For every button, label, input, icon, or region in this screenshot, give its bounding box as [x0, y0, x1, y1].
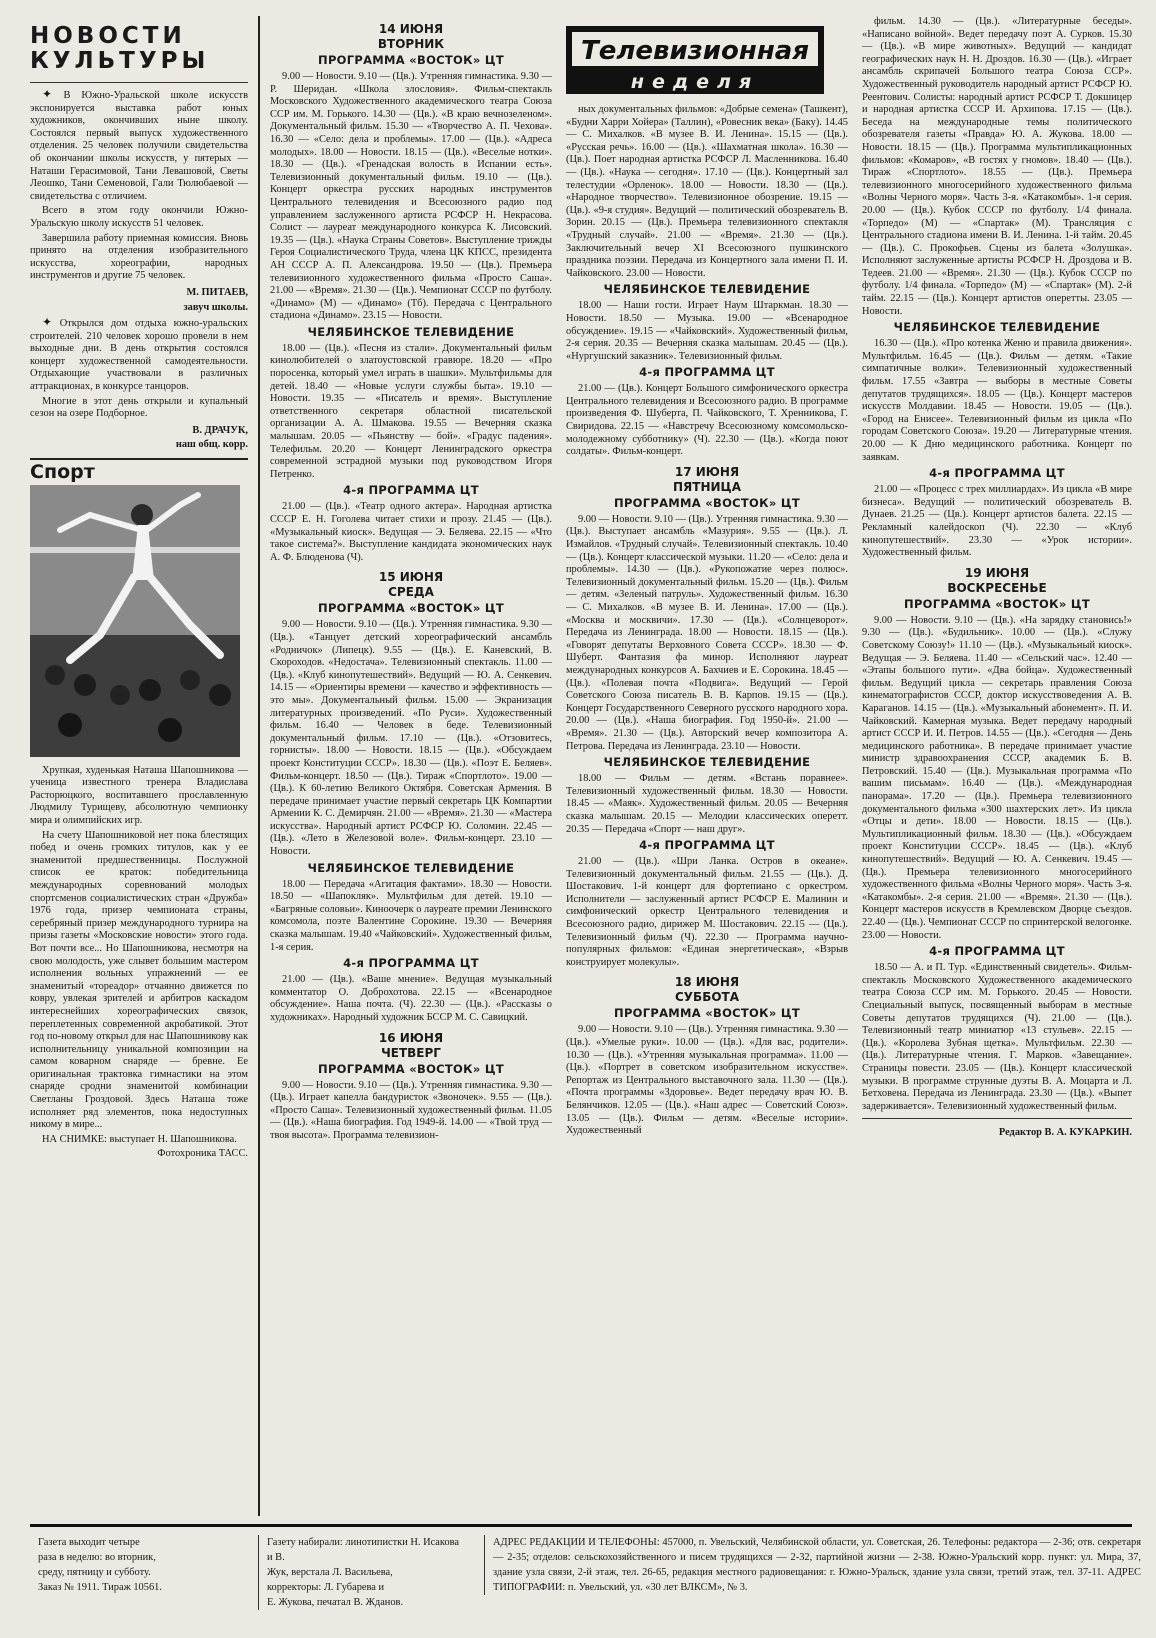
day-weekday: ВТОРНИК: [377, 37, 445, 51]
day-date: 18 ИЮНЯ: [674, 975, 740, 990]
program-heading: 4-я ПРОГРАММА ЦТ: [343, 483, 479, 498]
day-date: 15 ИЮНЯ: [378, 570, 444, 585]
program-heading: ПРОГРАММА «ВОСТОК» ЦТ: [904, 596, 1090, 611]
gymnast-photo: [30, 485, 240, 757]
tv-listing: 21.00 — (Цв.). Концерт Большого симфонического оркестра Центрального телевидения и Всесоюзного радио. В программе произведения Ф. Шуберта, П. Чайковского, Т. Хренникова, Г. Свиридова. 22.15 — «Навстречу Всесоюзному комсомольско-молодежному субботнику» (Ч). 22.30 — (Цв.). «Когда поют солдаты». Фильм-концерт.: [566, 383, 848, 458]
day-date: 17 ИЮНЯ: [674, 464, 740, 479]
day-date: 19 ИЮНЯ: [964, 565, 1030, 580]
day-weekday: ПЯТНИЦА: [673, 479, 741, 494]
tv-listing: 18.00 — (Цв.). «Песня из стали». Документальный фильм кинолюбителей о златоустовской гравюре. 18.20 — «Про поросенка, который умел играть в шашки». Мультфильмы для детей. 18.40 — «Новые услуги службы быта». 19.10 — Новости. 19.35 — «Писатель и время». Выступление ответственного секретаря областной писательской организации А. А. Шмакова. 19.55 — Вечерняя сказка малышам. 20.05 — «Пьянству — бой». «Градус падения». Телефильм. 20.20 — Концерт Ленинградского оркестра современной эстрадной музыки под руководством Игоря Петренко.: [270, 342, 552, 480]
photo-credit: Фотохроника ТАСС.: [157, 1148, 248, 1160]
section-divider: [30, 458, 248, 460]
tv-week-logo: [566, 26, 824, 94]
tv-listing: фильм. 14.30 — (Цв.). «Литературные беседы». «Написано войной». Ведет передачу поэт А. Сурков. 15.30 — (Цв.). «В мире животных». Ведущий — кандидат географических наук Н. Н. Дроздов. 16.30 — (Цв.). «Играет ансамбль скрипачей Большого театра Союза ССР». Художественный руководитель народный артист РСФСР Ю. Реентович. Солисты: народный артист РСФСР Т. Докшицер и народная артистка СССР И. Архипова. 17.15 — (Цв.). Беседа на международные темы политического обозревателя газеты «Правда» Ю. А. Жукова. 18.00 — Новости. 18.15 — (Цв.). Программа мультипликационных фильмов: «Комаров», «В гостях у гномов». 18.40 — (Цв.). Тираж «Спортлото». 18.55 — (Цв.). Премьера телевизионного многосерийного художественного фильма «Волны Черного моря». Часть 3-я. «Катакомбы». 1-я серия. 20.00 — (Цв.). Кубок СССР по футболу. 1/4 финала. «Торпедо» (М) — «Спартак» (М). Трансляция с Центрального стадиона имени В. И. Ленина. 1-й тайм. 20.45 — (Цв.). С. Прокофьев. Сцены из балета «Золушка». Исполняют заслуженные артисты РСФСР Н. Дроздова и В. Тедеев. 21.00 — «Время». 21.30 — (Цв.). Кубок СССР по футболу. 1/4 финала. «Торпедо» (М) — «Спартак» (М). 2-й тайм. 22.15 — (Цв.). Концерт артистов оперетты. 23.05 — Новости.: [862, 16, 1132, 317]
tv-listing: ных документальных фильмов: «Добрые семена» (Ташкент), «Будни Харри Хойера» (Таллин), «Ровесник века» (Баку). 14.45 — С. Михалков. «В музее В. И. Ленина». 15.15 — (Цв.). «Русская речь». 16.00 — (Цв.). «Шахматная школа». 16.30 — (Цв.). Поет народная артистка РСФСР Л. Масленникова. 16.40 — (Цв.). «Наука — сегодня». 17.10 — (Цв.). Концертный зал телестудии «Орленок». 18.00 — Новости. 18.30 — (Цв.). «Народное творчество». Телевизионное обозрение. 19.15 — (Цв.). «9-я студия». Ведущий — политический обозреватель В. Зорин. 20.15 — (Цв.). Премьера телевизионного спектакля «Трудный случай». 21.00 — «Время». 21.30 — (Цв.). Заключительный вечер XI Всесоюзного пушкинского праздника поэзии. Передача из Концертного зала имени П. И. Чайковского. 23.00 — Новости.: [566, 104, 848, 279]
program-heading: ПРОГРАММА «ВОСТОК» ЦТ: [318, 601, 504, 616]
divider: [862, 1118, 1132, 1119]
culture-news-paragraph: Всего в этом году окончили Южно-Уральскую школу искусств 51 человек.: [30, 205, 248, 229]
day-weekday: СРЕДА: [388, 585, 434, 600]
logo-subtitle: неделя: [630, 71, 760, 93]
sport-paragraph: На счету Шапошниковой нет пока блестящих побед и очень громких титулов, как у ее знаменитой предшественницы. Послужной список ее краток: победительница международных соревнований молодых спортсменов социалистических стран «Дружба» 1976 года, призер чемпионата страны, серебряный призер международного турнира на призы газеты «Московские новости» этого года. Вот почти все... Но Шапошникова, несмотря на свою молодость, уже слывет большим мастером исполнения вольных упражнений — ее знаменитый «тореадор» отчаянно движется по ковру, увлекая зрителей и арбитров каскадом интереснейших хореографических связок, переплетенных современной акробатикой. Этот год по-новому открыл для нас Шапошникову как исполнительницу уникальной композиции на самом коварном снаряде — бревне. Ее оригинальная трактовка гимнастики на этом снаряде сродни знаменитой комбинации Светланы Гроздовой. Здесь Наташа тоже исполняет ряд элементов, пока недоступных никому в мире...: [30, 829, 248, 1131]
program-heading: ЧЕЛЯБИНСКОЕ ТЕЛЕВИДЕНИЕ: [307, 324, 515, 339]
tv-listing: 16.30 — (Цв.). «Про котенка Женю и правила движения». Мультфильм. 16.45 — (Цв.). Фильм — детям. «Такие симпатичные волки». Телевизионный художественный фильм. 17.55 «Завтра — выборы в местные Советы депутатов трудящихся». 18.05 — (Цв.). Концерт мастеров искусств Молдавии. 18.45 — Новости. 19.05 — (Цв.). «Город на Енисее». Телевизионный фильм из цикла «По городам Советского Союза». 19.20 — Литературные чтения. 20.00 — К Дню медицинского работника. Концерт по заявкам.: [862, 338, 1132, 463]
sport-paragraph: Хрупкая, худенькая Наташа Шапошникова — ученица известного тренера Владислава Расторюцкого, воспитавшего прославленную Людмилу Турищеву, абсолютную чемпионку мира и олимпийских игр.: [30, 764, 248, 826]
culture-news-paragraph: Многие в этот день открыли и купальный сезон на озере Подборное.: [30, 395, 248, 420]
tv-listing: 9.00 — Новости. 9.10 — (Цв.). «На зарядку становись!» 9.30 — (Цв.). «Будильник». 10.00 — (Цв.). «Служу Советскому Союзу!» 11.10 — (Цв.). «Музыкальный киоск». Ведущая — Э. Беляева. 11.40 — «Сельский час». 12.40 — «Этапы большого пути». «Два бойца». Художественный фильм. Ведущий цикла — секретарь правления Союза кинематографистов СССР, доктор искусствоведения А. В. Караганов. 14.15 — (Цв.). «Музыкальный абонемент». П. И. Чайковский. Камерная музыка. Ведет передачу народный артист СССР И. И. Петров. 14.55 — (Цв.). «Сегодня — День медицинского работника». В передаче принимает участие министр здравоохранения СССР, академик Б. В. Петровский. 15.40 — (Цв.). Музыкальная программа «По вашим письмам». 16.40 — (Цв.). «Международная панорама». 17.20 — (Цв.). Премьера телевизионного документального фильма «300 шахтерских лет». Из цикла «Отцы и дети». 18.00 — Новости. 18.15 — (Цв.). Мультипликационный фильм. 18.30 — (Цв.). «Обсуждаем проект Конституции СССР». 18.45 — (Цв.). «Клуб кинопутешествий». Ведущий — Ю. А. Сенкевич. 19.45 — (Цв.). Премьера телевизионного многосерийного художественного фильма «Волны Черного моря». Часть 3-я. «Катакомбы». 2-я серия. 21.00 — «Время». 21.30 — (Цв.). Концерт мастеров искусств в Кремлевском Дворце съездов. 22.40 — (Цв.). Чемпионат СССР по спринтерской велогонке. 23.00 — Новости.: [862, 614, 1132, 941]
newspaper-imprint: [30, 1524, 1141, 1635]
column-culture-sport: [30, 16, 248, 1516]
tv-listing: 9.00 — Новости. 9.10 — (Цв.). Утренняя гимнастика. 9.30 — (Цв.). «Умелые руки». 10.00 — (Цв.). «Для вас, родители». 10.30 — (Цв.). «Утренняя музыкальная программа». 11.00 — (Цв.). «Портрет в советском изобразительном искусстве». Репортаж из Центрального выставочного зала. 11.30 — (Цв.). «Почта программы «Здоровье». Ведет передачу врач Ю. В. Белянчиков. 12.05 — (Цв.). «Наш адрес — Советский Союз». 13.05 — (Цв.). Фильм — детям. «Веселые истории». Художественный: [566, 1024, 848, 1137]
program-heading: ПРОГРАММА «ВОСТОК» ЦТ: [318, 1061, 504, 1076]
gymnast-illustration: [30, 485, 240, 757]
column-tv-tuesday-thursday: [270, 16, 552, 1521]
typesetting-credits: [258, 1535, 467, 1610]
culture-news-paragraph: ✦ В Южно-Уральской школе искусств экспонируется выставка работ юных художников, окончивших ныне школу. Состоялся первый выпуск художественного отделения. 25 человек получили свидетельства об окончании школы искусств, у пятерых — Наташи Герасимовой, Тани Левашовой, Светы Леошко, Тани Семеновой, Гали Тюлюбаевой — свидетельства с отличием.: [30, 87, 248, 202]
tv-listing: 21.00 — (Цв.). «Театр одного актера». Народная артистка СССР Е. Н. Гоголева читает стихи и прозу. 21.45 — (Цв.). «Музыкальный киоск». Ведущая — Э. Беляева. 22.15 — «Что такое система?». Выступление кандидата экономических наук А. Ф. Блюденова (Ч).: [270, 501, 552, 563]
program-heading: ЧЕЛЯБИНСКОЕ ТЕЛЕВИДЕНИЕ: [307, 860, 515, 875]
column-tv-thursday-saturday: [566, 16, 848, 1521]
program-heading: ЧЕЛЯБИНСКОЕ ТЕЛЕВИДЕНИЕ: [893, 320, 1101, 335]
tv-listing: 9.00 — Новости. 9.10 — (Цв.). Утренняя гимнастика. 9.30 — (Цв.). «Танцует детский хореографический ансамбль «Родничок» (Липецк). 9.55 — (Цв.). Е. Каневский, В. Скороходов. «Недостача». Телевизионный спектакль. 11.00 — (Цв.). «Клуб кинопутешествий». Ведущий — Ю. А. Сенкевич. 14.15 — «Ориентиры времени — качество и эффективность — это мы». Документальный фильм. 15.00 — Экранизация литературных произведений. «По Руси». Художественный фильм. 16.40 — Человек в беде. Телевизионный документальный фильм. 17.10 — (Цв.). «Отзовитесь, горнисты». 18.00 — Новости. 18.15 — (Цв.). «Обсуждаем проект Конституции СССР». 18.30 — (Цв.). «Поэт Е. Беляев». Фильм-концерт. 18.50 — (Цв.). Тираж «Спортлото». 19.00 — (Цв.). К 60-летию Великого Октября. Советская Армения. В передаче принимает участие первый секретарь ЦК Компартии Армении К. С. Демирчян. 21.00 — «Время». 21.30 — «Мастера искусства». Народный артист РСФСР Ю. Соломин. 22.45 — (Цв.). «Лето в Железовой воле». Фильм-концерт. 23.10 — Новости.: [270, 619, 552, 858]
editor-signature: Редактор В. А. КУКАРКИН.: [998, 1127, 1132, 1139]
author-signature: В. ДРАЧУК,: [192, 424, 248, 436]
program-heading: ЧЕЛЯБИНСКОЕ ТЕЛЕВИДЕНИЕ: [603, 755, 811, 770]
tv-listing: 9.00 — Новости. 9.10 — (Цв.). Утренняя гимнастика. 9.30 — Р. Шеридан. «Школа злословия». Фильм-спектакль Московского Художественного академического театра Союза ССР им. М. Горького. 14.30 — (Цв.). «В краю вечнозеленом». Документальный фильм. 15.30 — «Творчество А. П. Чехова». 16.30 — «Село: дела и проблемы». 17.00 — (Цв.). «Адреса молодых». 18.00 — Новости. 18.15 — (Цв.). «Веселые нотки». 18.30 — (Цв.). «Гренадская волость в Испании есть». Телевизионный документальный фильм. 19.10 — (Цв.). Концерт оркестра русских народных инструментов Центрального телевидения и Всесоюзного радио под управлением заслуженного артиста РСФСР Н. Некрасова. Солист — лауреат международного конкурса К. Лисовский. 19.35 — (Цв.). «Наука Страны Советов». Выступление трижды Героя Социалистического Труда, члена ЦК КПСС, президента АН СССР А. П. Александрова. 19.50 — (Цв.). Премьера телевизионного художественного фильма «Просто Саша». 21.00 — «Время». 21.30 — (Цв.). Чемпионат СССР по футболу. «Динамо» (М) — «Динамо» (Тб). Передача с Центрального стадиона «Динамо». 23.15 — Новости.: [270, 71, 552, 322]
tv-week-logo-graphic: [566, 26, 824, 94]
tv-listing: 18.00 — Наши гости. Играет Наум Штаркман. 18.30 — Новости. 18.50 — Музыка. 19.00 — «Всенародное обсуждение». 19.15 — «Чайковский». Художественный фильм, 2-я серия. 20.35 — Вечерняя сказка малышам. 20.45 — (Цв.). «Нургушский заказник». Телевизионный фильм.: [566, 300, 848, 362]
program-heading: 4-я ПРОГРАММА ЦТ: [929, 466, 1065, 481]
day-weekday: СУББОТА: [674, 990, 740, 1005]
program-heading: 4-я ПРОГРАММА ЦТ: [639, 838, 775, 853]
culture-news-heading: НОВОСТИ КУЛЬТУРЫ: [30, 23, 210, 74]
imprint-line: Газету набирали: линотипистки Н. Исакова и В.: [267, 1537, 460, 1563]
column-tv-saturday-sunday: [862, 16, 1132, 1521]
culture-news-paragraph: Завершила работу приемная комиссия. Вновь принято на отделения изобразительного искусства, хореографии, народных инструментов и другие 75 человек.: [30, 232, 248, 282]
tv-listing: 21.00 — (Цв.). «Шри Ланка. Остров в океане». Телевизионный документальный фильм. 21.55 — (Цв.). Д. Шостакович. 1-й концерт для фортепиано с оркестром. Исполнители — заслуженный артист РСФСР Е. Малинин и симфонический оркестр Центрального телевидения и Всесоюзного радио, дирижер М. Шостакович. 22.15 — (Цв.). Телевизионный фильм (Ч). 22.30 — Программа научно-популярных фильмов: «Единая энергетическая», «Взрыв конструирует молекулы».: [566, 856, 848, 968]
program-heading: 4-я ПРОГРАММА ЦТ: [639, 365, 775, 380]
day-weekday: ВОСКРЕСЕНЬЕ: [947, 580, 1047, 595]
program-heading: ПРОГРАММА «ВОСТОК» ЦТ: [318, 53, 504, 67]
sport-heading: Спорт: [30, 461, 95, 484]
tv-listing: 9.00 — Новости. 9.10 — (Цв.). Утренняя гимнастика. 9.30 — (Цв.). Выступает ансамбль «Мазурия». 9.55 — (Цв.). Л. Измайлов. «Трудный случай». Телевизионный спектакль. 10.40 — (Цв.). Концерт классической музыки. 11.20 — «Село: дела и проблемы». 14.30 — (Цв.). «Рукопожатие через полюс». Телевизионный документальный фильм. 15.20 — (Цв.). Фильм — детям. «Зеленый патруль». Художественный фильм. 16.30 — С. Михалков. «В музее В. И. Ленина». 17.00 — (Цв.). «Москва и москвичи». 17.30 — (Цв.). «Солнцеворот». Передача из Ленинграда. 18.00 — Новости. 18.15 — (Цв.). «Говорят депутаты Верховного Совета СССР». 18.30 — Ф. Шуберт. Фантазия фа минор. Исполняют лауреат международных конкурсов А. Бахчиев и Е. Сорокина. 18.45 — (Цв.). «Полевая почта «Подвига». Ведущий — Герой Советского Союза писатель В. В. Карпов. 19.15 — (Цв.). Концерт Государственного Северного русского народного хора. 20.00 — (Цв.). «Наша биография. Год 1950-й». 21.00 — «Время». 21.30 — (Цв.). Авторский вечер композитора А. Петрова. Передача из Ленинграда. 23.10 — Новости.: [566, 513, 848, 752]
logo-title: Телевизионная: [580, 36, 810, 66]
publication-info: [38, 1535, 228, 1595]
author-position: завуч школы.: [183, 301, 248, 313]
program-heading: 4-я ПРОГРАММА ЦТ: [343, 956, 479, 971]
program-heading: ПРОГРАММА «ВОСТОК» ЦТ: [614, 495, 800, 510]
star-icon: ✦: [42, 87, 64, 101]
culture-news-paragraph: ✦ Открылся дом отдыха южно-уральских строителей. 210 человек хорошо провели в нем выходные дни. В день открытия состоялся концерт художественной самодеятельности. Отдыхающие участвовали в различных аттракционах, в конкурсе танцоров.: [30, 315, 248, 393]
star-icon: ✦: [42, 315, 60, 330]
imprint-line: корректоры: Л. Губарева и: [267, 1582, 385, 1593]
day-date: 14 ИЮНЯ: [378, 22, 444, 36]
imprint-line: среду, пятницу и субботу.: [38, 1567, 151, 1578]
imprint-line: Заказ № 1911. Тираж 10561.: [38, 1582, 162, 1593]
day-date: 16 ИЮНЯ: [378, 1030, 444, 1045]
imprint-line: Жук, верстала Л. Васильева,: [267, 1567, 393, 1578]
imprint-line: Газета выходит четыре: [38, 1537, 140, 1548]
imprint-line: раза в неделю: во вторник,: [38, 1552, 156, 1563]
day-weekday: ЧЕТВЕРГ: [381, 1045, 441, 1060]
tv-listing: 9.00 — Новости. 9.10 — (Цв.). Утренняя гимнастика. 9.30 — (Цв.). Играет капелла бандуристок «Звоночек». 9.55 — (Цв.). «Просто Саша». Телевизионный художественный фильм. 11.05 — (Цв.). «Наша биография. Год 1949-й. 14.00 — «Твой труд — твоя высота». Программа телевизион-: [270, 1079, 552, 1141]
editorial-address: АДРЕС РЕДАКЦИИ И ТЕЛЕФОНЫ: 457000, п. Увельский, Челябинской области, ул. Советская, 26. Телефоны: редактора — 2-36; отв. секретаря — 2-35; отделов: сельскохозяйственного и писем трудящихся — 2-32, партийной жизни — 2-38. Южно-Уральский корр. пункт: ул. Мира, 37, здание узла связи, 2-й этаж, тел. 26-65, редакция местного радиовещания: г. Южно-Уральск, здание узла связи, третий этаж, тел. 37-11. АДРЕС ТИПОГРАФИИ: п. Увельский, ул. «30 лет ВЛКСМ», № 3.: [484, 1535, 1141, 1595]
author-signature: М. ПИТАЕВ,: [186, 286, 248, 298]
tv-listing: 18.00 — Передача «Агитация фактами». 18.30 — Новости. 18.50 — «Шапокляк». Мультфильм для детей. 19.10 — «Багряные соловьи». Киноочерк о лауреате премии Ленинского комсомола, поэте Валентине Сорокине. 19.30 — Вечерняя сказка малышам. 19.40 «Чайковский». Художественный фильм, 1-я серия.: [270, 878, 552, 953]
program-heading: 4-я ПРОГРАММА ЦТ: [929, 944, 1065, 959]
program-heading: ПРОГРАММА «ВОСТОК» ЦТ: [614, 1006, 800, 1021]
divider: [30, 82, 248, 83]
program-heading: ЧЕЛЯБИНСКОЕ ТЕЛЕВИДЕНИЕ: [603, 282, 811, 297]
tv-listing: 18.00 — Фильм — детям. «Встань поравнее». Телевизионный художественный фильм. 18.30 — Новости. 18.45 — «Маяк». Художественный фильм. 20.05 — Вечерняя сказка малышам. 20.15 — Мелодии классических оперетт. 20.35 — Передача «Спорт — наш друг».: [566, 773, 848, 835]
imprint-line: Е. Жукова, печатал В. Жданов.: [267, 1597, 404, 1608]
author-position: наш общ. корр.: [175, 439, 248, 451]
tv-listing: 21.00 — (Цв.). «Ваше мнение». Ведущая музыкальный комментатор О. Доброхотова. 22.15 — «Всенародное обсуждение». Наша почта. (Ч). 22.30 — (Цв.). «Рассказы о художниках». Народный художник БССР М. С. Савицкий.: [270, 974, 552, 1023]
column-divider: [258, 16, 260, 1516]
photo-caption: НА СНИМКЕ: выступает Н. Шапошникова.: [42, 1133, 237, 1145]
tv-listing: 18.50 — А. и П. Тур. «Единственный свидетель». Фильм-спектакль Московского Художественного академического театра Союза ССР им. М. Горького. 20.45 — Новости. Специальный выпуск, посвященный выборам в местные Советы депутатов трудящихся (Ч). 21.00 — (Цв.). Телевизионный театр миниатюр «13 стульев». 22.15 — (Цв.). «Королева Зубная щетка». Мультфильм. 22.30 — (Цв.). Литературные чтения. Г. Марков. «Завещание». Страницы повести. 23.05 — (Цв.). Концерт классической музыки. В программе струнные дуэты В. А. Моцарта и Л. Бетховена. Передача из Ленинграда. 23.30 — (Цв.). «Выпет задерживается». Телевизионный художественный фильм.: [862, 962, 1132, 1112]
tv-listing: 21.00 — «Процесс с трех миллиардах». Из цикла «В мире бизнеса». Ведущий — политический обозреватель В. Дунаев. 21.25 — (Цв.). Концерт артистов балета. 22.15 — Рекламный калейдоскоп (Ч). 22.30 — «Клуб кинопутешествий». 23.30 — «Урок истории». Художественный фильм.: [862, 484, 1132, 559]
